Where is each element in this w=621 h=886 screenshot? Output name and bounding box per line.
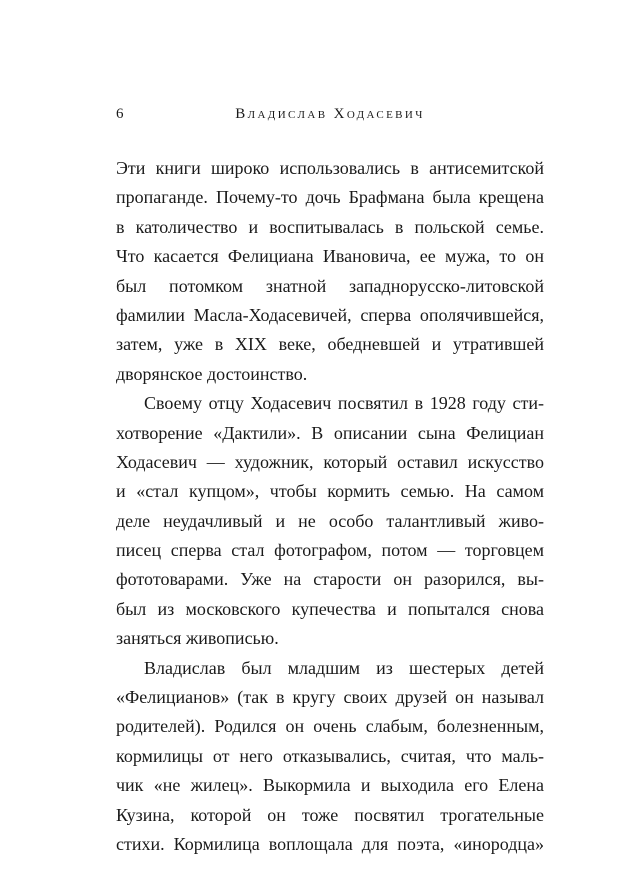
text-line: Своему отцу Ходасевич посвятил в 1928 году сти- [144,393,544,414]
text-line: «Фелицианов» (так в кругу своих друзей он называл [116,687,544,708]
paragraph-1 [116,154,544,389]
running-title: Владислав Ходасевич [235,106,425,122]
text-line: Эти книги широко использовались в антисемитской [116,158,544,178]
text-line: и «стал купцом», чтобы кормить семью. На самом [116,481,544,502]
body-text [116,154,544,859]
text-line: фамилии Масла-Ходасевичей, сперва ополячившейся, [116,304,544,325]
text-line: Что касается Фелициана Ивановича, ее мужа, то он [116,246,544,267]
text-line: заняться живописью. [116,628,279,649]
text-line: кормилицы от него отказывались, считая, что маль- [116,745,544,766]
paragraph-2 [116,389,544,654]
running-head [116,104,544,124]
text-line: Кузина, которой он тоже посвятил трогательные [116,804,544,825]
text-line: чик «не жилец». Выкормила и выходила его Елена [116,775,544,796]
text-line: был потомком знатной западнорусско-литовской [116,275,544,296]
text-line: хотворение «Дактили». В описании сына Фелициан [116,422,544,443]
text-line: писец сперва стал фотографом, потом — торговцем [116,540,544,561]
text-line: фототоварами. Уже на старости он разорился, вы- [116,569,544,590]
text-line: в католичество и воспитывалась в польской семье. [116,216,544,237]
text-line: Владислав был младшим из шестерых детей [144,657,544,678]
text-line: пропаганде. Почему-то дочь Брафмана была крещена [116,187,544,208]
text-line: деле неудачливый и не особо талантливый живо- [116,510,544,531]
text-line: Ходасевич — художник, который оставил искусство [116,451,544,472]
text-line: родителей). Родился он очень слабым, болезненным, [116,716,544,737]
text-line: дворянское достоинство. [116,363,308,384]
text-line: стихи. Кормилица воплощала для поэта, «инородца» [116,833,544,854]
text-line: затем, уже в XIX веке, обедневшей и утратившей [116,334,544,355]
text-line: был из московского купечества и попытался снова [116,598,544,619]
paragraph-3 [116,654,544,860]
page-number: 6 [116,106,124,122]
